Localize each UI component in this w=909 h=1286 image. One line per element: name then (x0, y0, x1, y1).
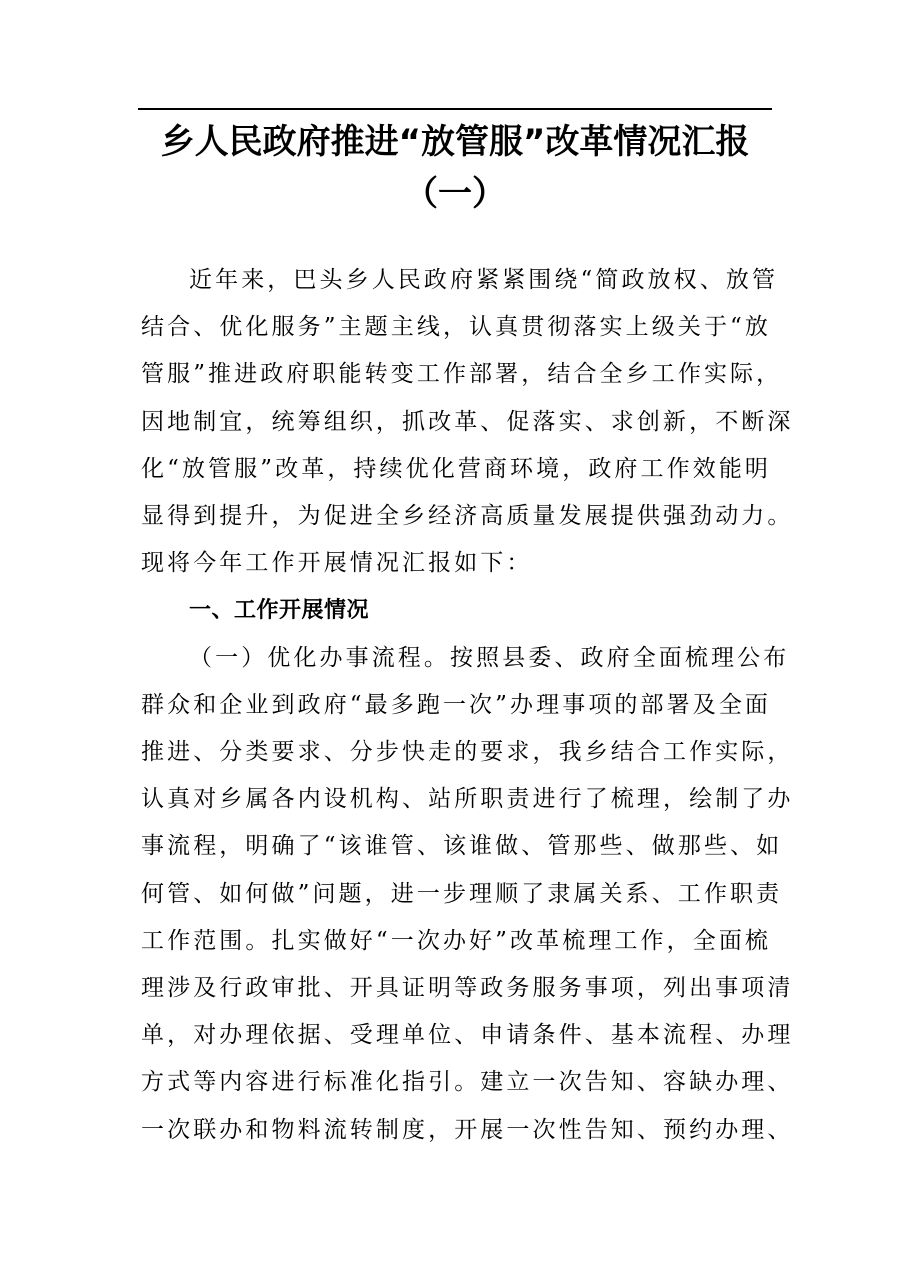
top-rule (138, 108, 772, 110)
intro-line: 管服”推进政府职能转变工作部署，结合全乡工作实际， (141, 361, 783, 388)
intro-line: 显得到提升，为促进全乡经济高质量发展提供强劲动力。 (141, 503, 794, 530)
section-line: 群众和企业到政府“最多跑一次”办理事项的部署及全面 (141, 691, 772, 718)
intro-line: 因地制宜，统筹组织，抓改革、促落实、求创新，不断深 (141, 408, 794, 435)
document-title (138, 116, 772, 220)
section-heading: 一、工作开展情况 (189, 598, 370, 624)
section-line: 何管、如何做”问题，进一步理顺了隶属关系、工作职责 (141, 880, 783, 907)
section-line: 单，对办理依据、受理单位、申请条件、基本流程、办理 (141, 1022, 794, 1049)
section-line: 工作范围。扎实做好“一次办好”改革梳理工作，全面梳 (141, 927, 772, 954)
intro-paragraph (141, 257, 794, 587)
intro-line: 结合、优化服务”主题主线，认真贯彻落实上级关于“放 (141, 314, 772, 341)
section-line: 事流程，明确了“该谁管、该谁做、管那些、做那些、如 (141, 833, 783, 860)
section-line: 推进、分类要求、分步快走的要求，我乡结合工作实际， (141, 739, 794, 766)
section-line: 理涉及行政审批、开具证明等政务服务事项，列出事项清 (141, 975, 794, 1002)
section-line: 认真对乡属各内设机构、站所职责进行了梳理，绘制了办 (141, 786, 794, 813)
intro-line: 化“放管服”改革，持续优化营商环境，政府工作效能明 (141, 455, 772, 482)
section-paragraph (141, 635, 794, 1154)
intro-line: 现将今年工作开展情况汇报如下： (141, 550, 533, 577)
document-body (141, 257, 794, 1154)
section-line: 方式等内容进行标准化指引。建立一次告知、容缺办理、 (141, 1069, 794, 1096)
section-line: 一次联办和物料流转制度，开展一次性告知、预约办理、 (141, 1116, 794, 1143)
section-line: （一）优化办事流程。按照县委、政府全面梳理公布 (189, 644, 790, 671)
title-line-1: 乡人民政府推进“放管服”改革情况汇报 (160, 122, 750, 162)
intro-line: 近年来，巴头乡人民政府紧紧围绕“简政放权、放管 (189, 267, 779, 293)
title-line-2: （一） (404, 174, 506, 214)
